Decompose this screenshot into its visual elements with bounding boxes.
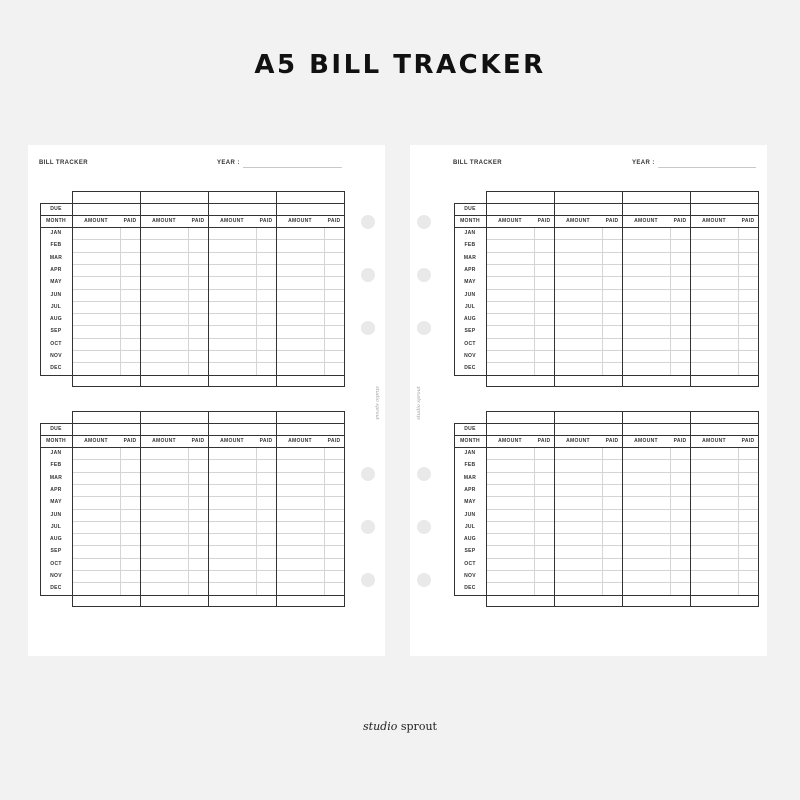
month-label: MAR <box>463 254 477 261</box>
month-label: JUN <box>50 511 62 518</box>
column-divider <box>344 411 345 607</box>
month-label: APR <box>464 266 476 273</box>
month-label: MONTH <box>460 438 480 444</box>
grid-paid-divider <box>738 227 739 375</box>
month-label: DEC <box>50 365 62 372</box>
amount-header: AMOUNT <box>498 218 522 224</box>
brand-logo: studio sprout <box>363 720 437 733</box>
month-label: FEB <box>464 462 476 469</box>
month-label: OCT <box>464 340 476 347</box>
year-label: YEAR : <box>632 160 655 166</box>
month-label: AUG <box>49 316 62 323</box>
grid-paid-divider <box>324 227 325 375</box>
row-divider <box>40 435 344 436</box>
column-divider <box>758 191 759 387</box>
ring-hole <box>361 321 375 335</box>
bill-tracker-table <box>454 191 758 387</box>
paid-header: PAID <box>123 218 137 224</box>
month-label: MAR <box>49 254 63 261</box>
table-border <box>72 606 344 607</box>
month-label: SEP <box>464 328 476 335</box>
planner-page-right <box>410 145 767 656</box>
paid-header: PAID <box>327 438 341 444</box>
month-label: MONTH <box>46 218 66 224</box>
page-title: BILL TRACKER <box>39 160 89 166</box>
month-label: NOV <box>50 353 62 359</box>
month-label: MONTH <box>46 438 66 444</box>
row-divider <box>454 435 758 436</box>
paid-header: PAID <box>191 438 205 444</box>
month-label: JUL <box>464 303 476 310</box>
due-label: DUE <box>464 426 476 432</box>
row-divider <box>486 595 758 596</box>
month-label: MONTH <box>460 218 480 224</box>
month-label: MAY <box>464 499 476 506</box>
ring-hole <box>361 520 375 534</box>
row-divider <box>40 215 344 216</box>
table-border <box>40 423 41 595</box>
paid-header: PAID <box>123 438 137 444</box>
column-divider <box>758 411 759 607</box>
page-watermark: studio sprout <box>415 386 422 420</box>
month-label: APR <box>50 266 62 273</box>
table-border <box>40 203 41 375</box>
paid-header: PAID <box>327 218 341 224</box>
amount-header: AMOUNT <box>288 438 312 444</box>
ring-hole <box>417 520 431 534</box>
month-label: DEC <box>50 585 62 592</box>
amount-header: AMOUNT <box>84 218 108 224</box>
paid-header: PAID <box>537 218 551 224</box>
row-divider <box>454 423 758 424</box>
month-label: MAY <box>50 499 62 506</box>
month-label: JUN <box>464 291 476 298</box>
amount-header: AMOUNT <box>702 438 726 444</box>
month-label: SEP <box>50 328 62 335</box>
row-divider <box>454 447 758 448</box>
bill-tracker-table <box>454 411 758 607</box>
ring-hole <box>361 573 375 587</box>
row-divider <box>454 203 758 204</box>
month-label: NOV <box>464 573 476 579</box>
month-label: SEP <box>464 548 476 555</box>
grid-paid-divider <box>670 447 671 595</box>
year-input-line[interactable] <box>243 167 342 168</box>
year-label: YEAR : <box>217 160 240 166</box>
table-border <box>72 386 344 387</box>
ring-hole <box>417 573 431 587</box>
table-border <box>486 386 758 387</box>
month-label: FEB <box>50 462 62 469</box>
paid-header: PAID <box>259 218 273 224</box>
ring-hole <box>361 467 375 481</box>
month-label: SEP <box>50 548 62 555</box>
grid-paid-divider <box>120 227 121 375</box>
paid-header: PAID <box>741 438 755 444</box>
grid-paid-divider <box>738 447 739 595</box>
amount-header: AMOUNT <box>566 438 590 444</box>
month-label: JUL <box>464 523 476 530</box>
month-label: NOV <box>464 353 476 359</box>
month-label: JUL <box>50 523 62 530</box>
column-divider <box>344 191 345 387</box>
row-divider <box>40 447 344 448</box>
planner-page-left <box>28 145 385 656</box>
ring-hole <box>417 321 431 335</box>
grid-paid-divider <box>256 447 257 595</box>
paid-header: PAID <box>605 218 619 224</box>
row-divider <box>72 375 344 376</box>
month-label: DEC <box>464 365 476 372</box>
ring-hole <box>361 215 375 229</box>
table-border <box>454 375 486 376</box>
row-divider <box>40 227 344 228</box>
table-border <box>454 595 486 596</box>
amount-header: AMOUNT <box>498 438 522 444</box>
paid-header: PAID <box>673 438 687 444</box>
grid-paid-divider <box>602 227 603 375</box>
table-border <box>454 203 455 375</box>
amount-header: AMOUNT <box>634 438 658 444</box>
month-label: OCT <box>50 340 62 347</box>
row-divider <box>40 203 344 204</box>
page-watermark: studio sprout <box>373 386 380 420</box>
month-label: MAR <box>463 474 477 481</box>
bill-tracker-table <box>40 191 344 387</box>
month-label: OCT <box>50 560 62 567</box>
grid-paid-divider <box>534 447 535 595</box>
ring-hole <box>417 215 431 229</box>
year-input-line[interactable] <box>658 167 756 168</box>
month-label: MAY <box>50 279 62 286</box>
table-border <box>486 606 758 607</box>
month-label: JAN <box>464 230 476 236</box>
month-label: AUG <box>463 316 476 323</box>
ring-hole <box>417 268 431 282</box>
month-label: AUG <box>463 536 476 543</box>
amount-header: AMOUNT <box>288 218 312 224</box>
row-divider <box>454 215 758 216</box>
page-title: BILL TRACKER <box>453 160 503 166</box>
paid-header: PAID <box>259 438 273 444</box>
paid-header: PAID <box>191 218 205 224</box>
ring-hole <box>417 467 431 481</box>
main-title: A5 BILL TRACKER <box>254 50 546 80</box>
month-label: MAR <box>49 474 63 481</box>
amount-header: AMOUNT <box>84 438 108 444</box>
amount-header: AMOUNT <box>152 218 176 224</box>
month-label: AUG <box>49 536 62 543</box>
ring-hole <box>361 268 375 282</box>
amount-header: AMOUNT <box>702 218 726 224</box>
paid-header: PAID <box>537 438 551 444</box>
amount-header: AMOUNT <box>566 218 590 224</box>
month-label: FEB <box>464 242 476 249</box>
month-label: JAN <box>50 450 62 456</box>
table-border <box>454 423 455 595</box>
grid-paid-divider <box>534 227 535 375</box>
grid-paid-divider <box>602 447 603 595</box>
month-label: JUL <box>50 303 62 310</box>
paid-header: PAID <box>673 218 687 224</box>
amount-header: AMOUNT <box>152 438 176 444</box>
month-label: JUN <box>464 511 476 518</box>
amount-header: AMOUNT <box>220 438 244 444</box>
month-label: JUN <box>50 291 62 298</box>
month-label: JAN <box>464 450 476 456</box>
table-border <box>40 375 72 376</box>
due-label: DUE <box>50 426 62 432</box>
grid-paid-divider <box>120 447 121 595</box>
grid-paid-divider <box>670 227 671 375</box>
due-label: DUE <box>50 206 62 212</box>
row-divider <box>40 423 344 424</box>
grid-paid-divider <box>324 447 325 595</box>
due-label: DUE <box>464 206 476 212</box>
month-label: OCT <box>464 560 476 567</box>
amount-header: AMOUNT <box>220 218 244 224</box>
month-label: APR <box>50 486 62 493</box>
month-label: FEB <box>50 242 62 249</box>
month-label: MAY <box>464 279 476 286</box>
month-label: JAN <box>50 230 62 236</box>
row-divider <box>72 595 344 596</box>
month-label: DEC <box>464 585 476 592</box>
month-label: NOV <box>50 573 62 579</box>
grid-paid-divider <box>188 227 189 375</box>
table-border <box>40 595 72 596</box>
row-divider <box>486 375 758 376</box>
amount-header: AMOUNT <box>634 218 658 224</box>
paid-header: PAID <box>741 218 755 224</box>
grid-paid-divider <box>256 227 257 375</box>
month-label: APR <box>464 486 476 493</box>
row-divider <box>454 227 758 228</box>
paid-header: PAID <box>605 438 619 444</box>
bill-tracker-table <box>40 411 344 607</box>
grid-paid-divider <box>188 447 189 595</box>
